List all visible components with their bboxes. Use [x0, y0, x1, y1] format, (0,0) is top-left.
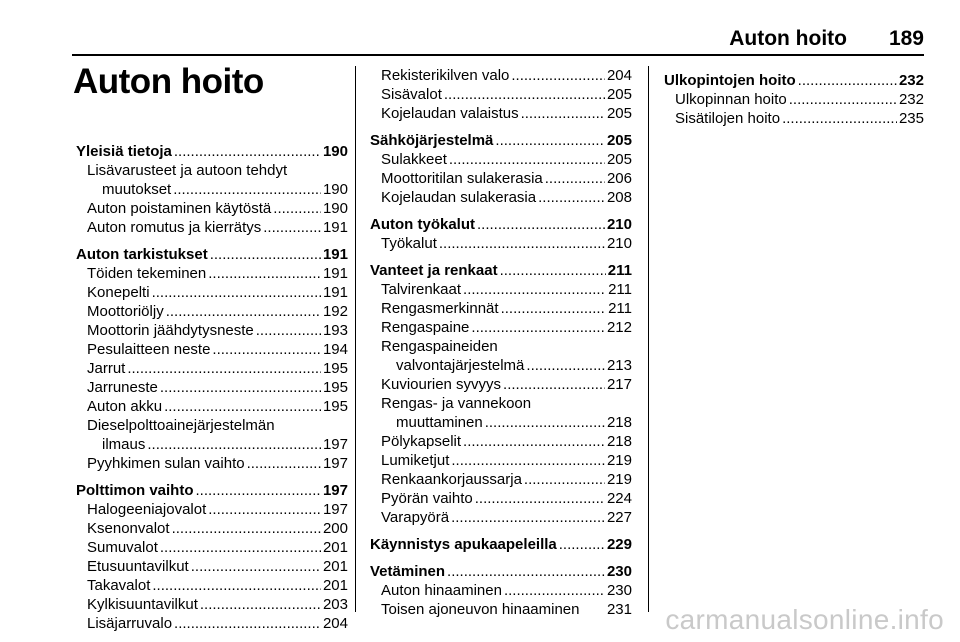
toc-page-number: 227	[606, 509, 632, 526]
toc-entry[interactable]	[370, 188, 632, 207]
dot-leader	[526, 356, 605, 375]
toc-entry[interactable]	[370, 66, 632, 85]
toc-entry-label: Kuviourien syvyys	[381, 376, 502, 393]
toc-entry[interactable]	[370, 150, 632, 169]
toc-entry-label: muuttaminen	[396, 414, 483, 431]
toc-page-number: 200	[322, 520, 348, 537]
toc-page-number: 212	[606, 319, 632, 336]
toc-entry[interactable]	[76, 614, 348, 633]
toc-page-number: 232	[898, 91, 924, 108]
toc-entry[interactable]	[370, 451, 632, 470]
toc-section[interactable]	[76, 142, 348, 161]
dot-leader	[503, 375, 605, 394]
toc-page-number: 219	[606, 452, 632, 469]
toc-entry[interactable]	[76, 283, 348, 302]
dot-leader	[160, 538, 321, 557]
toc-page-number: 219	[606, 471, 632, 488]
toc-section[interactable]	[76, 245, 348, 264]
toc-entry[interactable]	[370, 489, 632, 508]
dot-leader	[475, 489, 605, 508]
toc-entry[interactable]	[664, 109, 924, 128]
toc-entry-text[interactable]: Rengas- ja vannekoon	[381, 395, 532, 412]
toc-page-number: 190	[322, 200, 348, 217]
toc-entry-label: Moottoritilan sulakerasia	[381, 170, 543, 187]
dot-leader	[174, 142, 321, 161]
dot-leader	[449, 150, 605, 169]
toc-page-number: 208	[606, 189, 632, 206]
toc-entry-label: Rengasmerkinnät	[381, 300, 499, 317]
toc-page-number: 193	[322, 322, 348, 339]
toc-page-number: 197	[322, 501, 348, 518]
toc-entry[interactable]	[76, 264, 348, 283]
dot-leader	[471, 318, 605, 337]
dot-leader	[200, 595, 321, 614]
dot-leader	[485, 413, 605, 432]
toc-page-number: 191	[322, 265, 348, 282]
toc-entry-label: Auton romutus ja kierrätys	[87, 219, 262, 236]
toc-page-number: 230	[606, 563, 632, 580]
toc-entry-label: Vanteet ja renkaat	[370, 262, 498, 279]
toc-entry-label: Toisen ajoneuvon hinaaminen	[381, 601, 580, 618]
toc-entry[interactable]	[370, 432, 632, 451]
toc-page-number: 191	[322, 246, 348, 263]
dot-leader	[152, 576, 321, 595]
toc-entry-label: Sulakkeet	[381, 151, 447, 168]
toc-entry-label: Etusuuntavilkut	[87, 558, 189, 575]
toc-page-number: 204	[322, 615, 348, 632]
dot-leader	[500, 261, 606, 280]
dot-leader	[160, 378, 321, 397]
toc-entry-label: Kojelaudan valaistus	[381, 105, 519, 122]
dot-leader	[263, 218, 321, 237]
toc-entry-label: Pölykapselit	[381, 433, 462, 450]
toc-entry-label: Auton poistaminen käytöstä	[87, 200, 272, 217]
toc-entry-label: Käynnistys apukaapeleilla	[370, 536, 557, 553]
toc-entry-label: Auton työkalut	[370, 216, 475, 233]
toc-section[interactable]	[76, 481, 348, 500]
toc-page-number: 218	[606, 414, 632, 431]
toc-entry-label: Ulkopinnan hoito	[675, 91, 787, 108]
toc-page-number: 218	[606, 433, 632, 450]
toc-entry[interactable]	[370, 375, 632, 394]
toc-entry-label: Pesulaitteen neste	[87, 341, 211, 358]
toc-entry-label: Renkaankorjaussarja	[381, 471, 522, 488]
dot-leader	[798, 71, 897, 90]
toc-page-number: 203	[322, 596, 348, 613]
dot-leader	[511, 66, 605, 85]
toc-page-number: 191	[322, 219, 348, 236]
dot-leader	[463, 280, 606, 299]
dot-leader	[538, 188, 605, 207]
toc-entry-label: Auton hinaaminen	[381, 582, 502, 599]
toc-page-number: 195	[322, 360, 348, 377]
toc-page-number: 229	[606, 536, 632, 553]
toc-entry[interactable]	[370, 169, 632, 188]
dot-leader	[147, 435, 321, 454]
toc-page-number: 195	[322, 398, 348, 415]
header-rule	[72, 54, 924, 56]
page-header	[0, 0, 960, 56]
toc-page-number: 230	[606, 582, 632, 599]
toc-page-number: 201	[322, 577, 348, 594]
toc-page-number: 192	[322, 303, 348, 320]
toc-page-number: 213	[606, 357, 632, 374]
toc-entry-label: Pyörän vaihto	[381, 490, 473, 507]
toc-entry-label: Lisäjarruvalo	[87, 615, 173, 632]
dot-leader	[501, 299, 607, 318]
toc-entry-label: Rekisterikilven valo	[381, 67, 510, 84]
dot-leader	[504, 581, 605, 600]
toc-entry[interactable]	[76, 454, 348, 473]
dot-leader	[545, 169, 605, 188]
toc-entry[interactable]	[76, 218, 348, 237]
toc-entry-label: ilmaus	[102, 436, 146, 453]
dot-leader	[495, 131, 605, 150]
toc-entry[interactable]	[76, 302, 348, 321]
toc-page-number: 206	[606, 170, 632, 187]
toc-entry-label: Lumiketjut	[381, 452, 450, 469]
toc-entry[interactable]	[76, 595, 348, 614]
toc-entry-text[interactable]: Rengaspaineiden	[381, 338, 498, 355]
dot-leader	[164, 397, 321, 416]
dot-leader	[172, 519, 321, 538]
toc-entry-label: Kylkisuuntavilkut	[87, 596, 198, 613]
toc-page-number: 197	[322, 436, 348, 453]
watermark: carmanualsonline.info	[665, 604, 944, 635]
toc-column-1	[76, 142, 348, 633]
toc-entry-label: muutokset	[102, 181, 172, 198]
toc-page-number: 194	[322, 341, 348, 358]
toc-page-number: 232	[898, 72, 924, 89]
toc-section[interactable]	[370, 261, 632, 280]
toc-section[interactable]	[370, 131, 632, 150]
toc-entry-label: Sisävalot	[381, 86, 442, 103]
dot-leader	[524, 470, 605, 489]
toc-entry[interactable]	[370, 299, 632, 318]
toc-entry-label: Varapyörä	[381, 509, 450, 526]
toc-entry-label: Vetäminen	[370, 563, 446, 580]
toc-entry-label: Rengaspaine	[381, 319, 470, 336]
toc-page-number: 224	[606, 490, 632, 507]
toc-page-number: 205	[606, 151, 632, 168]
toc-page-number: 211	[608, 281, 632, 298]
toc-entry[interactable]	[76, 378, 348, 397]
toc-entry[interactable]	[370, 600, 632, 619]
dot-leader	[152, 283, 321, 302]
toc-column-2	[370, 66, 632, 619]
toc-entry-label: Moottoriöljy	[87, 303, 164, 320]
toc-column-3	[664, 71, 924, 128]
toc-entry-label: valvontajärjestelmä	[396, 357, 525, 374]
toc-page-number: 201	[322, 558, 348, 575]
toc-entry[interactable]	[370, 356, 632, 375]
dot-leader	[451, 451, 605, 470]
toc-page-number: 231	[606, 601, 632, 618]
toc-entry[interactable]	[76, 500, 348, 519]
dot-leader	[447, 562, 605, 581]
toc-page-number: 197	[322, 455, 348, 472]
toc-entry-label: Polttimon vaihto	[76, 482, 194, 499]
dot-leader	[463, 432, 605, 451]
toc-entry[interactable]	[76, 435, 348, 454]
toc-entry-label: Sisätilojen hoito	[675, 110, 781, 127]
toc-entry[interactable]	[370, 508, 632, 527]
column-divider	[355, 66, 356, 612]
toc-entry-label: Ksenonvalot	[87, 520, 170, 537]
toc-entry-label: Konepelti	[87, 284, 150, 301]
toc-section[interactable]	[370, 215, 632, 234]
toc-entry[interactable]	[370, 85, 632, 104]
dot-leader	[212, 340, 321, 359]
toc-entry-label: Sumuvalot	[87, 539, 158, 556]
toc-entry[interactable]	[370, 280, 632, 299]
toc-entry[interactable]	[76, 397, 348, 416]
dot-leader	[477, 215, 605, 234]
dot-leader	[559, 535, 605, 554]
toc-entry[interactable]	[76, 519, 348, 538]
dot-leader	[208, 500, 321, 519]
dot-leader	[521, 104, 605, 123]
toc-page-number: 211	[608, 300, 632, 317]
toc-entry[interactable]	[370, 413, 632, 432]
toc-entry-text[interactable]: Lisävarusteet ja autoon tehdyt	[87, 162, 288, 179]
chapter-title: Auton hoito	[73, 62, 264, 101]
toc-entry-text[interactable]: Dieselpolttoainejärjestelmän	[87, 417, 275, 434]
toc-page-number: 191	[322, 284, 348, 301]
toc-entry[interactable]	[370, 104, 632, 123]
toc-page-number: 197	[322, 482, 348, 499]
toc-page-number: 211	[607, 262, 632, 279]
dot-leader	[191, 557, 321, 576]
dot-leader	[208, 264, 321, 283]
toc-entry[interactable]	[76, 538, 348, 557]
dot-leader	[273, 199, 321, 218]
toc-entry-label: Ulkopintojen hoito	[664, 72, 796, 89]
toc-entry[interactable]	[76, 576, 348, 595]
toc-entry[interactable]	[370, 581, 632, 600]
toc-entry-label: Kojelaudan sulakerasia	[381, 189, 537, 206]
dot-leader	[789, 90, 897, 109]
dot-leader	[173, 180, 321, 199]
toc-entry[interactable]	[664, 90, 924, 109]
toc-entry-label: Takavalot	[87, 577, 151, 594]
toc-entry[interactable]	[76, 321, 348, 340]
toc-page-number: 210	[606, 235, 632, 252]
toc-entry-label: Pyyhkimen sulan vaihto	[87, 455, 245, 472]
toc-page-number: 235	[898, 110, 924, 127]
toc-entry[interactable]	[370, 470, 632, 489]
header-page-number: 189	[888, 27, 924, 50]
dot-leader	[166, 302, 321, 321]
toc-entry-label: Töiden tekeminen	[87, 265, 207, 282]
toc-entry-label: Jarrut	[87, 360, 126, 377]
toc-entry-label: Työkalut	[381, 235, 437, 252]
toc-section[interactable]	[370, 562, 632, 581]
toc-page-number: 204	[606, 67, 632, 84]
dot-leader	[196, 481, 321, 500]
toc-page-number: 195	[322, 379, 348, 396]
toc-entry-label: Yleisiä tietoja	[76, 143, 172, 160]
toc-page-number: 190	[322, 181, 348, 198]
dot-leader	[444, 85, 605, 104]
dot-leader	[256, 321, 321, 340]
toc-entry[interactable]	[76, 359, 348, 378]
toc-page-number: 205	[606, 132, 632, 149]
toc-section[interactable]	[370, 535, 632, 554]
toc-entry-label: Jarruneste	[87, 379, 158, 396]
toc-entry-label: Auton akku	[87, 398, 163, 415]
dot-leader	[247, 454, 321, 473]
toc-entry[interactable]	[76, 557, 348, 576]
column-divider	[648, 66, 649, 612]
toc-entry-label: Talvirenkaat	[381, 281, 462, 298]
header-title: Auton hoito	[729, 27, 847, 50]
toc-entry[interactable]	[370, 234, 632, 253]
toc-section[interactable]	[664, 71, 924, 90]
dot-leader	[127, 359, 321, 378]
toc-page-number: 210	[606, 216, 632, 233]
toc-page-number: 201	[322, 539, 348, 556]
toc-page-number: 205	[606, 105, 632, 122]
toc-entry-label: Moottorin jäähdytysneste	[87, 322, 254, 339]
toc-page-number: 205	[606, 86, 632, 103]
dot-leader	[782, 109, 897, 128]
toc-entry-label: Halogeeniajovalot	[87, 501, 207, 518]
toc-entry[interactable]	[76, 180, 348, 199]
dot-leader	[451, 508, 605, 527]
toc-page-number: 190	[322, 143, 348, 160]
toc-page-number: 217	[606, 376, 632, 393]
toc-entry[interactable]	[76, 199, 348, 218]
toc-entry[interactable]	[76, 340, 348, 359]
dot-leader	[439, 234, 605, 253]
toc-entry-label: Sähköjärjestelmä	[370, 132, 494, 149]
toc-entry[interactable]	[370, 318, 632, 337]
dot-leader	[210, 245, 321, 264]
toc-entry-label: Auton tarkistukset	[76, 246, 208, 263]
dot-leader	[174, 614, 321, 633]
